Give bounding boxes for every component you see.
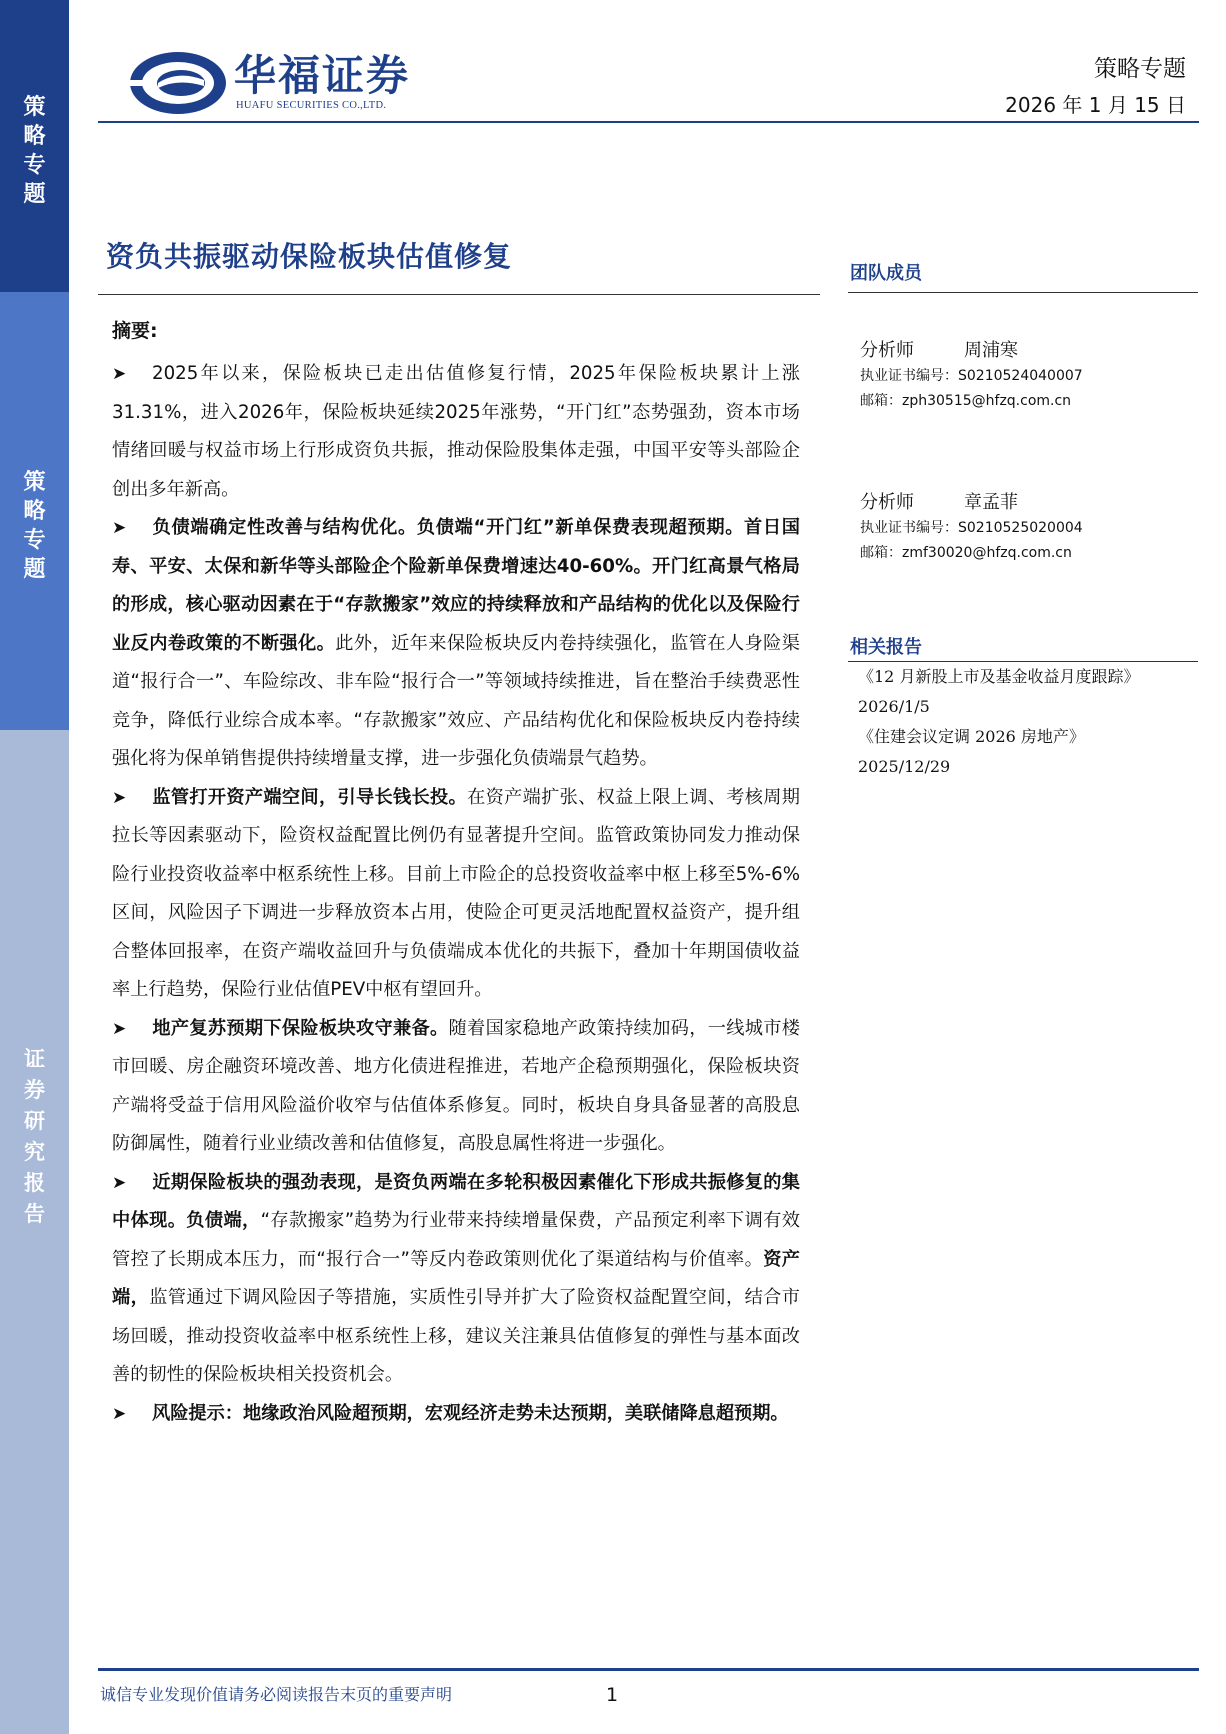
side-label-strategy-1: 策 略 专 题 [23, 94, 46, 207]
page-number: 1 [606, 1684, 619, 1706]
arrow-bullet-icon: ➤ [112, 518, 127, 538]
abstract-bullet: ➤ 负债端确定性改善与结构优化。负债端“开门红”新单保费表现超预期。首日国寿、平安、太保和新华等头部险企个险新单保费增速达40-60%。开门红高景气格局的形成，核心驱动因素在于“存款搬家”效应的持续释放和产品结构的优化以及保险行业反内卷政策的不断强化。此外，近年来保险板块反内卷持续强化，监管在人身险渠道“报行合一”、车险综改、非车险“报行合一”等领域持续推进，旨在整治手续费恶性竞争，降低行业综合成本率。“存款搬家”效应、产品结构优化和保险板块反内卷持续强化将为保单销售提供持续增量支撑，进一步强化负债端景气趋势。 [112, 509, 800, 779]
related-report-title[interactable]: 《住建会议定调 2026 房地产》 [858, 727, 1085, 746]
analyst-email[interactable]: 邮箱：zmf30020@hfzq.com.cn [860, 545, 1072, 561]
company-name-cn: 华福证券 [234, 51, 411, 100]
footer-disclaimer: 诚信专业发现价值请务必阅读报告末页的重要声明 [100, 1685, 453, 1704]
arrow-bullet-icon: ➤ [112, 364, 127, 384]
analyst-role: 分析师 [860, 492, 914, 513]
team-divider [848, 292, 1198, 293]
related-heading: 相关报告 [850, 637, 922, 658]
abstract-bullet: ➤ 风险提示：地缘政治风险超预期，宏观经济走势未达预期，美联储降息超预期。 [112, 1395, 800, 1434]
report-date: 2026 年 1 月 15 日 [1005, 93, 1186, 117]
related-heading-block [850, 633, 1199, 659]
title-divider [98, 294, 820, 295]
related-report-date: 2025/12/29 [858, 757, 951, 776]
analyst-cert: 执业证书编号：S0210524040007 [860, 368, 1083, 384]
side-band-bottom [0, 730, 69, 1734]
side-band [0, 0, 69, 1734]
related-report-date: 2026/1/5 [858, 697, 930, 716]
analyst-email[interactable]: 邮箱：zph30515@hfzq.com.cn [860, 393, 1072, 409]
header-meta [1005, 54, 1186, 120]
abstract-bullet: ➤ 近期保险板块的强劲表现，是资负两端在多轮积极因素催化下形成共振修复的集中体现。负债端，“存款搬家”趋势为行业带来持续增量保费，产品预定利率下调有效管控了长期成本压力，而“报行合一”等反内卷政策则优化了渠道结构与价值率。资产端，监管通过下调风险因子等措施，实质性引导并扩大了险资权益配置空间，结合市场回暖，推动投资收益率中枢系统性上移，建议关注兼具估值修复的弹性与基本面改善的韧性的保险板块相关投资机会。 [112, 1164, 800, 1395]
related-report-title[interactable]: 《12 月新股上市及基金收益月度跟踪》 [858, 667, 1140, 686]
analyst-card [860, 490, 1083, 566]
report-type: 策略专题 [1094, 56, 1186, 82]
analyst-name: 周浦寒 [964, 340, 1018, 361]
abstract-label: 摘要: [112, 320, 158, 342]
abstract-bullet: ➤ 监管打开资产端空间，引导长钱长投。在资产端扩张、权益上限上调、考核周期拉长等因素驱动下，险资权益配置比例仍有显著提升空间。监管政策协同发力推动保险行业投资收益率中枢系统性上移。目前上市险企的总投资收益率中枢上移至5%-6%区间，风险因子下调进一步释放资本占用，使险企可更灵活地配置权益资产，提升组合整体回报率，在资产端收益回升与负债端成本优化的共振下，叠加十年期国债收益率上行趋势，保险行业估值PEV中枢有望回升。 [112, 779, 800, 1010]
company-name-en: HUAFU SECURITIES CO.,LTD. [236, 100, 387, 111]
side-band-top [0, 0, 69, 292]
arrow-bullet-icon: ➤ [112, 787, 127, 808]
abstract-bullet: ➤ 2025年以来，保险板块已走出估值修复行情，2025年保险板块累计上涨31.31%，进入2026年，保险板块延续2025年涨势，“开门红”态势强劲，资本市场情绪回暖与权益市场上行形成资负共振，推动保险股集体走强，中国平安等头部险企创出多年新高。 [112, 355, 800, 509]
arrow-bullet-icon: ➤ [112, 1018, 127, 1039]
side-label-research-report: 证 券 研 究 报 告 [24, 1046, 45, 1226]
analyst-cert: 执业证书编号：S0210525020004 [860, 520, 1083, 536]
side-band-middle [0, 292, 69, 730]
analyst-name: 章孟菲 [964, 492, 1018, 513]
arrow-bullet-icon: ➤ [112, 1172, 127, 1193]
header-divider [98, 121, 1199, 123]
report-title: 资负共振驱动保险板块估值修复 [106, 240, 513, 273]
footer-divider [98, 1668, 1199, 1671]
abstract-bullet: ➤ 地产复苏预期下保险板块攻守兼备。随着国家稳地产政策持续加码，一线城市楼市回暖、房企融资环境改善、地方化债进程推进，若地产企稳预期强化，保险板块资产端将受益于信用风险溢价收窄与估值体系修复。同时，板块自身具备显著的高股息防御属性，随着行业业绩改善和估值修复，高股息属性将进一步强化。 [112, 1010, 800, 1164]
team-heading-block [850, 259, 1199, 285]
analyst-role: 分析师 [860, 340, 914, 361]
arrow-bullet-icon: ➤ [112, 1403, 127, 1424]
side-label-strategy-2: 策 略 专 题 [23, 469, 46, 582]
company-logo [128, 50, 448, 118]
huafu-logo-icon [128, 50, 228, 116]
team-heading: 团队成员 [850, 263, 922, 284]
related-report-list [858, 662, 1198, 782]
abstract-section [112, 316, 800, 1433]
analyst-card [860, 338, 1083, 414]
